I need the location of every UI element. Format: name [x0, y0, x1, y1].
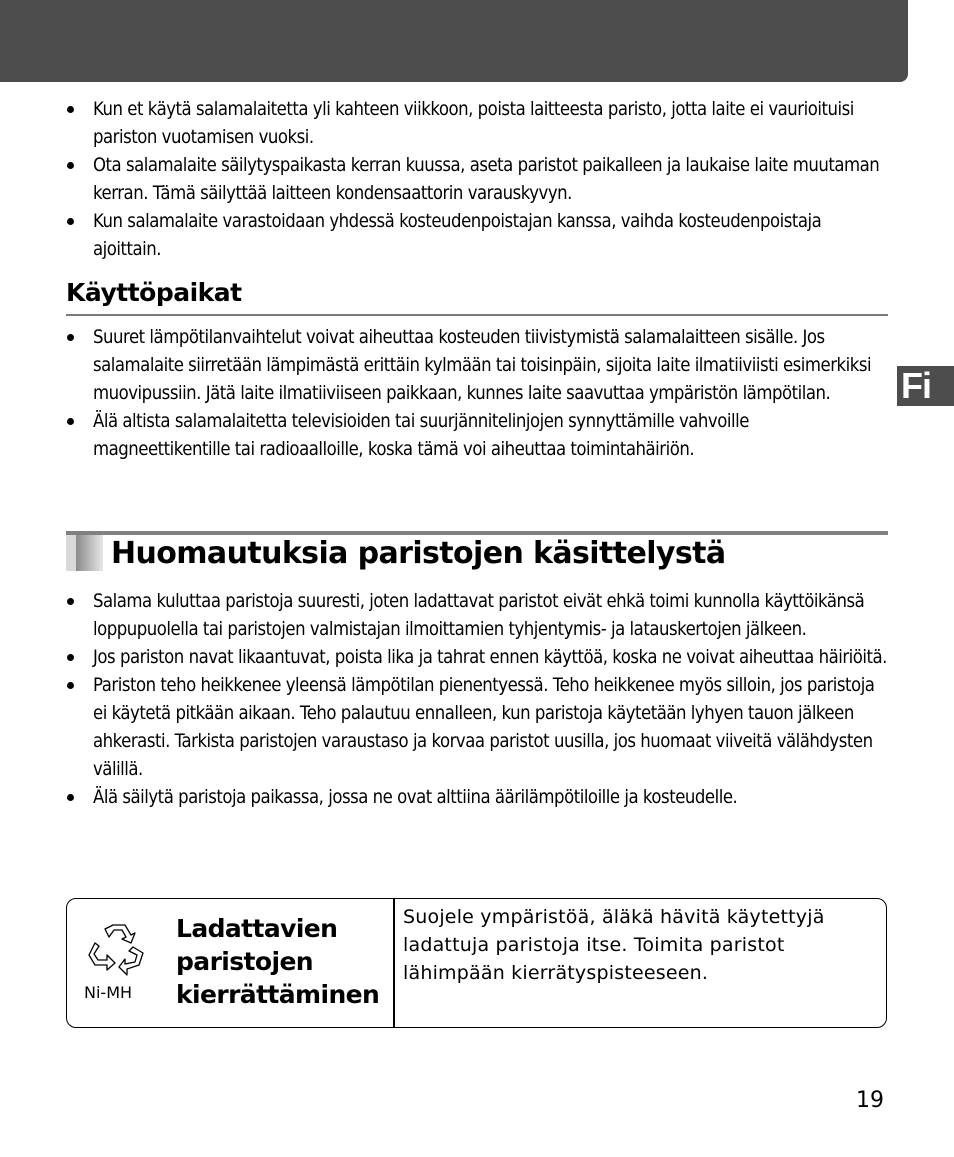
header-band: [0, 0, 908, 82]
title-marker: [66, 535, 76, 571]
heading-rule: [66, 314, 888, 316]
box-divider: [393, 899, 395, 1027]
battery-notes-list: [66, 587, 888, 811]
usage-locations-list: [66, 323, 888, 463]
title-marker-gradient: [76, 535, 103, 571]
list-item: Älä säilytä paristoja paikassa, jossa ne ovat alttiina äärilämpötiloille ja kosteudelle.: [66, 783, 888, 811]
recycling-body: Suojele ympäristöä, äläkä hävitä käytettyjä ladattuja paristoja itse. Toimita paristot lähimpään kierrätyspisteeseen.: [403, 906, 825, 984]
recycling-notice-box: [66, 898, 887, 1028]
list-item: Älä altista salamalaitetta televisioiden tai suurjännitelinjojen synnyttämille vahvoille magneettikentille tai radioaalloille, koska tämä voi aiheuttaa toimintahäiriön.: [66, 407, 888, 463]
page-number: 19: [856, 1088, 884, 1113]
list-item: Kun et käytä salamalaitetta yli kahteen viikkoon, poista laitteesta paristo, jotta laite ei vaurioituisi pariston vuotamisen vuoksi.: [66, 95, 888, 151]
recycling-title: Ladattavien paristojen kierrättäminen: [176, 914, 380, 1009]
battery-notes-section: [66, 587, 888, 811]
usage-locations-list-wrap: [66, 323, 888, 463]
list-item: Suuret lämpötilanvaihtelut voivat aiheuttaa kosteuden tiivistymistä salamalaitteen sisälle. Jos salamalaite siirretään lämpimästä erittäin kylmään tai toisinpäin, sijoita laite ilmatiiviisti esimerkiksi muovipussiin. Jätä laite ilmatiiviiseen paikkaan, kunnes laite saavuttaa ympäristön lämpötilan.: [66, 323, 888, 407]
recycle-icon: [85, 923, 149, 979]
list-item: Kun salamalaite varastoidaan yhdessä kosteudenpoistajan kanssa, vaihda kosteudenpoistaja ajoittain.: [66, 207, 888, 263]
list-item: Ota salamalaite säilytyspaikasta kerran kuussa, aseta paristot paikalleen ja laukaise laite muutaman kerran. Tämä säilyttää laitteen kondensaattorin varauskyvyn.: [66, 151, 888, 207]
storage-list: [66, 95, 888, 263]
storage-section: [66, 95, 888, 263]
list-item: Jos pariston navat likaantuvat, poista lika ja tahrat ennen käyttöä, koska ne voivat aiheuttaa häiriöitä.: [66, 643, 888, 671]
usage-locations-heading: Käyttöpaikat: [66, 278, 242, 307]
usage-locations-section: [66, 277, 888, 316]
list-item: Salama kuluttaa paristoja suuresti, joten ladattavat paristot eivät ehkä toimi kunnolla käyttöikänsä loppupuolella tai paristojen valmistajan ilmoittamien tyhjentymis- ja latauskertojen jälkeen.: [66, 587, 888, 643]
battery-notes-header: [66, 531, 888, 571]
battery-type-label: Ni-MH: [84, 983, 133, 1002]
list-item: Pariston teho heikkenee yleensä lämpötilan pienentyessä. Teho heikkenee myös silloin, jos paristoja ei käytetä pitkään aikaan. Teho palautuu ennalleen, kun paristoja käytetään lyhyen tauon jälkeen ahkerasti. Tarkista paristojen varaustaso ja korvaa paristot uusilla, jos huomaat viiveitä välähdysten välillä.: [66, 671, 888, 783]
battery-notes-title: Huomautuksia paristojen käsittelystä: [111, 536, 726, 571]
language-code: Fi: [901, 365, 931, 406]
